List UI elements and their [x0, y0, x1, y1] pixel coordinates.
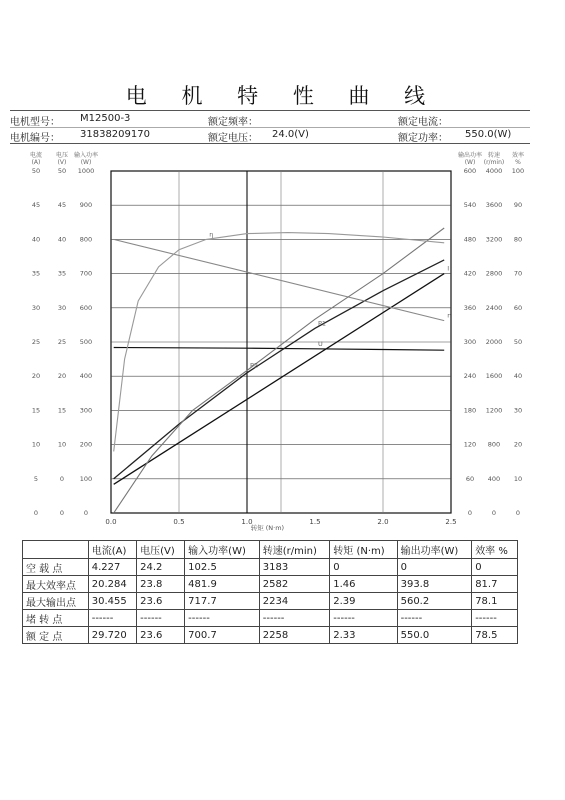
- right-tick-label: 0: [491, 509, 497, 517]
- right-axis-unit: %: [515, 159, 521, 166]
- right-tick-label: 240: [463, 372, 477, 381]
- right-axis-header: 输出功率: [457, 152, 483, 159]
- table-cell: 700.7: [185, 627, 260, 644]
- table-cell: 29.720: [88, 627, 136, 644]
- left-tick-label: 5: [33, 474, 39, 483]
- left-tick-label: 100: [79, 474, 93, 483]
- series-label: I: [447, 264, 450, 273]
- left-tick-label: 1000: [77, 167, 95, 175]
- table-cell: 0: [397, 559, 472, 576]
- table-row: [23, 627, 518, 644]
- table-cell: 24.2: [137, 559, 185, 576]
- right-tick-label: 50: [513, 338, 523, 346]
- model-label: 电机型号：: [10, 117, 60, 128]
- right-tick-label: 100: [511, 167, 525, 175]
- table-body: [23, 559, 518, 644]
- table-cell: 1.46: [330, 576, 397, 593]
- series-line-I: [114, 274, 445, 485]
- right-tick-label: 60: [513, 303, 523, 312]
- table-cell: ------: [397, 610, 472, 627]
- right-tick-label: 3200: [485, 235, 503, 244]
- left-tick-label: 20: [31, 372, 41, 381]
- rated-current-label: 额定电流：: [398, 117, 448, 128]
- table-row: [23, 593, 518, 610]
- left-tick-label: 500: [79, 338, 93, 346]
- table-cell: 23.6: [137, 627, 185, 644]
- left-tick-label: 25: [31, 338, 41, 346]
- x-tick-label: 2.0: [377, 518, 389, 526]
- table-cell: 20.284: [88, 576, 136, 593]
- table-cell: 102.5: [185, 559, 260, 576]
- left-tick-label: 0: [83, 509, 89, 517]
- x-axis-label: 转矩 (N·m): [250, 524, 285, 532]
- left-tick-label: 700: [79, 269, 93, 278]
- right-tick-label: 180: [463, 406, 477, 415]
- table-cell: 最大输出点: [23, 593, 89, 610]
- table-cell: 2.39: [330, 593, 397, 610]
- right-tick-label: 70: [513, 269, 523, 278]
- right-tick-label: 4000: [485, 167, 503, 175]
- table-cell: 560.2: [397, 593, 472, 610]
- left-tick-label: 30: [31, 303, 41, 312]
- axes-layer: [30, 151, 524, 532]
- right-tick-label: 540: [463, 201, 477, 210]
- table-cell: 481.9: [185, 576, 260, 593]
- info-row-2: [10, 127, 530, 143]
- x-tick-label: 0.0: [105, 518, 117, 526]
- left-tick-label: 0: [33, 509, 39, 517]
- left-tick-label: 600: [79, 303, 93, 312]
- x-tick-label: 1.0: [241, 518, 253, 526]
- table-cell: 550.0: [397, 627, 472, 644]
- right-tick-label: 420: [463, 269, 477, 278]
- rated-voltage-value: 24.0(V): [272, 129, 309, 140]
- right-tick-label: 80: [513, 235, 523, 244]
- table-cell: 23.6: [137, 593, 185, 610]
- x-tick-label: 0.5: [173, 518, 185, 526]
- serial-label: 电机编号：: [10, 133, 60, 144]
- table-header-cell: 转矩 (N·m): [330, 541, 397, 559]
- left-tick-label: 45: [57, 201, 67, 210]
- table-cell: 堵 转 点: [23, 610, 89, 627]
- right-tick-label: 480: [463, 235, 477, 244]
- table-cell: ------: [259, 610, 330, 627]
- table-cell: 2234: [259, 593, 330, 610]
- table-cell: 78.5: [472, 627, 518, 644]
- left-tick-label: 400: [79, 372, 93, 381]
- left-tick-label: 800: [79, 235, 93, 244]
- left-axis-unit: (V): [57, 159, 67, 166]
- table-cell: 2258: [259, 627, 330, 644]
- table-cell: 2582: [259, 576, 330, 593]
- table-cell: 0: [330, 559, 397, 576]
- table-header-cell: 输出功率(W): [397, 541, 472, 559]
- series-line-U: [114, 348, 445, 351]
- series-label: P2: [250, 361, 259, 370]
- table-header-cell: 电流(A): [88, 541, 136, 559]
- table-cell: 78.1: [472, 593, 518, 610]
- table-cell: ------: [472, 610, 518, 627]
- left-tick-label: 25: [57, 338, 67, 346]
- table-cell: 空 载 点: [23, 559, 89, 576]
- left-tick-label: 0: [59, 509, 65, 517]
- table-header-cell: 电压(V): [137, 541, 185, 559]
- table-cell: 717.7: [185, 593, 260, 610]
- rated-voltage-label: 额定电压：: [208, 133, 258, 144]
- table-cell: ------: [330, 610, 397, 627]
- left-tick-label: 35: [31, 269, 41, 278]
- table-cell: 最大效率点: [23, 576, 89, 593]
- left-tick-label: 20: [57, 372, 67, 381]
- info-row-1: [10, 112, 530, 127]
- performance-table: [22, 540, 518, 644]
- table-row: [23, 576, 518, 593]
- left-tick-label: 40: [57, 235, 67, 244]
- left-axis-header: 电流: [29, 152, 43, 159]
- right-axis-unit: (r/min): [483, 159, 505, 166]
- table-cell: 81.7: [472, 576, 518, 593]
- left-tick-label: 40: [31, 235, 41, 244]
- grid-layer: [111, 171, 451, 513]
- motor-characteristic-chart: [0, 145, 565, 535]
- right-tick-label: 2000: [485, 338, 503, 346]
- right-tick-label: 10: [513, 474, 523, 483]
- left-axis-header: 电压: [55, 152, 69, 159]
- table-cell: 4.227: [88, 559, 136, 576]
- table-cell: 23.8: [137, 576, 185, 593]
- table-header-cell: 输入功率(W): [185, 541, 260, 559]
- series-line-n: [114, 239, 445, 320]
- right-tick-label: 30: [513, 406, 523, 415]
- left-tick-label: 50: [31, 167, 41, 175]
- rated-power-value: 550.0(W): [465, 129, 512, 140]
- series-label: U: [318, 339, 323, 348]
- left-axis-unit: (W): [80, 159, 92, 166]
- right-tick-label: 2400: [485, 303, 503, 312]
- left-tick-label: 900: [79, 201, 93, 210]
- serial-value: 31838209170: [80, 129, 150, 140]
- left-tick-label: 45: [31, 201, 41, 210]
- right-axis-header: 转速: [487, 152, 501, 159]
- right-tick-label: 360: [463, 303, 477, 312]
- table-header-cell: 转速(r/min): [259, 541, 330, 559]
- left-tick-label: 10: [31, 440, 41, 449]
- freq-label: 额定频率：: [208, 117, 258, 128]
- right-tick-label: 40: [513, 372, 523, 381]
- table-header-cell: 效率 %: [472, 541, 518, 559]
- left-tick-label: 35: [57, 269, 67, 278]
- right-tick-label: 60: [465, 474, 475, 483]
- table-row: [23, 610, 518, 627]
- table-cell: 额 定 点: [23, 627, 89, 644]
- left-tick-label: 200: [79, 440, 93, 449]
- right-tick-label: 2800: [485, 269, 503, 278]
- table-cell: ------: [137, 610, 185, 627]
- right-tick-label: 20: [513, 440, 523, 449]
- table-header-cell: [23, 541, 89, 559]
- table-header-row: [23, 541, 518, 559]
- page-title: 电 机 特 性 曲 线: [125, 84, 440, 108]
- table-cell: 2.33: [330, 627, 397, 644]
- right-tick-label: 3600: [485, 201, 503, 210]
- left-tick-label: 15: [31, 406, 41, 415]
- left-tick-label: 300: [79, 406, 93, 415]
- left-tick-label: 15: [57, 406, 67, 415]
- x-tick-label: 1.5: [309, 518, 321, 526]
- right-tick-label: 400: [487, 474, 501, 483]
- right-tick-label: 90: [513, 201, 523, 210]
- left-tick-label: 10: [57, 440, 67, 449]
- left-axis-unit: (A): [31, 159, 41, 166]
- x-tick-label: 2.5: [445, 518, 457, 526]
- series-label: n: [447, 311, 452, 320]
- series-label: η: [209, 230, 214, 239]
- table-row: [23, 559, 518, 576]
- series-line-P2: [114, 228, 445, 513]
- right-tick-label: 0: [515, 509, 521, 517]
- right-tick-label: 120: [463, 440, 477, 449]
- right-tick-label: 600: [463, 167, 477, 175]
- table-cell: 0: [472, 559, 518, 576]
- right-tick-label: 300: [463, 338, 477, 346]
- right-axis-unit: (W): [464, 159, 476, 166]
- right-tick-label: 1200: [485, 406, 503, 415]
- table-cell: 30.455: [88, 593, 136, 610]
- right-axis-header: 效率: [511, 152, 525, 159]
- series-layer: [114, 228, 452, 513]
- left-tick-label: 30: [57, 303, 67, 312]
- right-tick-label: 1600: [485, 372, 503, 381]
- rated-power-label: 额定功率：: [398, 133, 448, 144]
- motor-info-block: [10, 110, 530, 144]
- table-cell: ------: [88, 610, 136, 627]
- series-line-P1: [114, 260, 445, 479]
- left-tick-label: 50: [57, 167, 67, 175]
- right-tick-label: 800: [487, 440, 501, 449]
- left-axis-header: 输入功率: [73, 152, 99, 159]
- table-cell: 3183: [259, 559, 330, 576]
- series-label: P1: [318, 319, 327, 328]
- model-value: M12500-3: [80, 113, 131, 124]
- left-tick-label: 0: [59, 474, 65, 483]
- table-cell: 393.8: [397, 576, 472, 593]
- table-cell: ------: [185, 610, 260, 627]
- right-tick-label: 0: [467, 509, 473, 517]
